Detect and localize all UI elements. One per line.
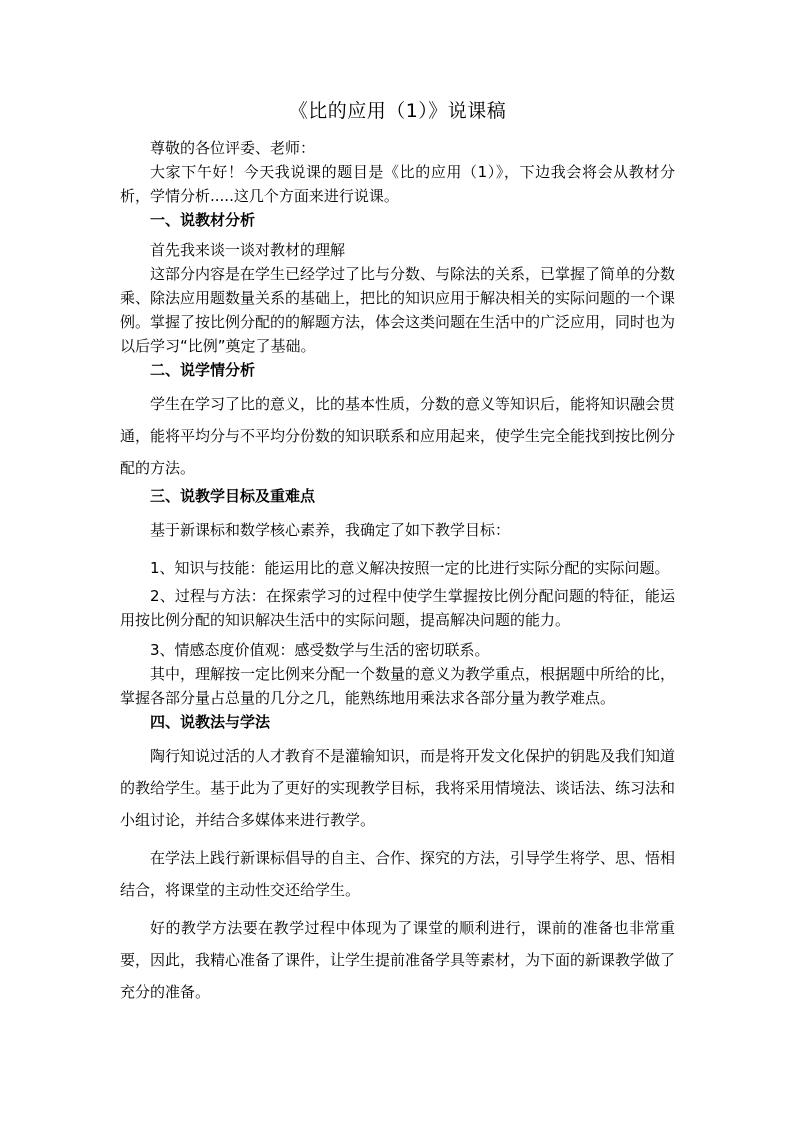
paragraph: 在学法上践行新课标倡导的自主、合作、探究的方法，引导学生将学、思、悟相结合，将课堂的主动性交还给学生。 <box>120 849 676 899</box>
goal-item: 1、知识与技能：能运用比的意义解决按照一定的比进行实际分配的实际问题。 <box>150 559 670 577</box>
section-heading-student-analysis: 二、说学情分析 <box>150 361 256 379</box>
paragraph: 首先我来谈一谈对教材的理解 <box>150 241 346 259</box>
intro-paragraph: 大家下午好！今天我说课的题目是《比的应用（1）》，下边我会将会从教材分析，学情分析.....这几个方面来进行说课。 <box>120 163 675 205</box>
goal-item: 3、情感态度价值观：感受数学与生活的密切联系。 <box>150 641 490 659</box>
section-heading-methods: 四、说教法与学法 <box>150 713 271 731</box>
document-page <box>120 96 675 1008</box>
paragraph: 其中，理解按一定比例来分配一个数量的意义为教学重点，根据题中所给的比，掌握各部分量占总量的几分之几，能熟练地用乘法求各部分量为教学难点。 <box>120 665 676 707</box>
section-heading-teaching-goals: 三、说教学目标及重难点 <box>150 487 316 505</box>
document-title: 《比的应用（1）》说课稿 <box>288 100 507 122</box>
paragraph: 这部分内容是在学生已经学过了比与分数、与除法的关系，已掌握了简单的分数乘、除法应用题数量关系的基础上，把比的知识应用于解决相关的实际问题的一个课例。掌握了按比例分配的的解题方法，体会这类问题在生活中的广泛应用，同时也为以后学习“比例”奠定了基础。 <box>120 265 676 355</box>
paragraph: 好的教学方法要在教学过程中体现为了课堂的顺利进行，课前的准备也非常重要，因此，我精心准备了课件，让学生提前准备学具等素材，为下面的新课教学做了充分的准备。 <box>120 919 676 1001</box>
paragraph: 学生在学习了比的意义，比的基本性质，分数的意义等知识后，能将知识融会贯通，能将平均分与不平均分份数的知识联系和应用起来，使学生完全能找到按比例分配的方法。 <box>120 395 676 477</box>
goal-item: 2、过程与方法：在探索学习的过程中使学生掌握按比例分配问题的特征，能运用按比例分配的知识解决生活中的实际问题，提高解决问题的能力。 <box>120 587 675 629</box>
paragraph: 陶行知说过活的人才教育不是灌输知识，而是将开发文化保护的钥匙及我们知道的教给学生。基于此为了更好的实现教学目标，我将采用情境法、谈话法、练习法和小组讨论，并结合多媒体来进行教学。 <box>120 747 676 829</box>
section-heading-textbook-analysis: 一、说教材分析 <box>150 211 256 229</box>
paragraph: 基于新课标和数学核心素养，我确定了如下教学目标： <box>150 521 511 539</box>
greeting: 尊敬的各位评委、老师： <box>150 139 316 157</box>
